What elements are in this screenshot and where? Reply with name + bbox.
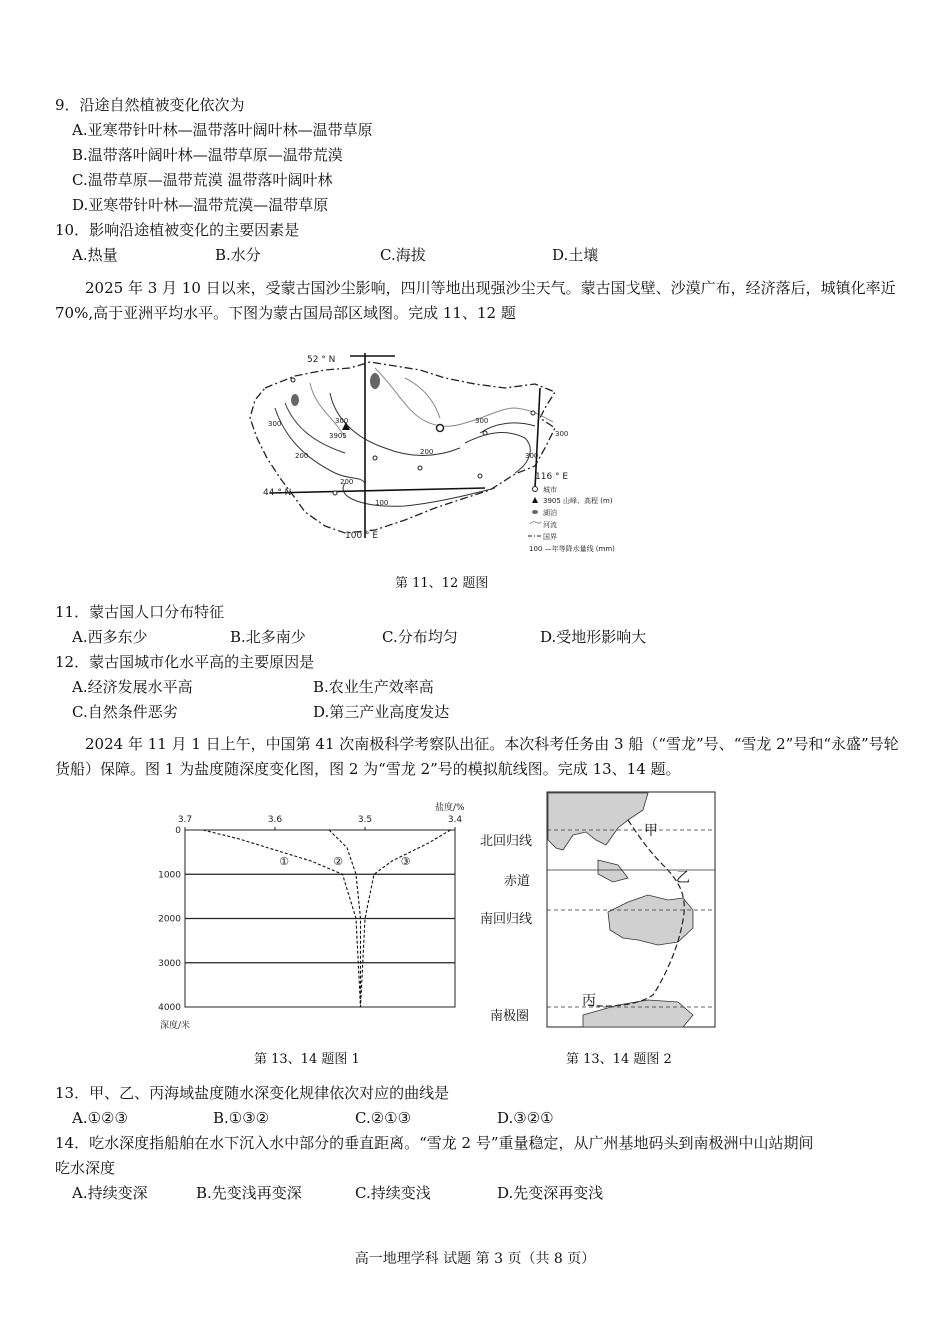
q12-option-b: B.农业生产效率高 bbox=[313, 678, 434, 696]
point-yi: 乙 bbox=[676, 870, 690, 886]
salinity-chart bbox=[150, 800, 480, 1035]
q10-stem: 10．影响沿途植被变化的主要因素是 bbox=[55, 221, 300, 239]
isoline-label: 300 bbox=[555, 430, 569, 438]
page-footer: 高一地理学科 试题 第 3 页（共 8 页） bbox=[354, 1251, 596, 1267]
isoline-label: 200 bbox=[420, 448, 434, 456]
peak-elevation: 3905 bbox=[329, 432, 347, 440]
legend-peak: 3905 山峰、高程 (m) bbox=[543, 497, 613, 505]
equator-label: 赤道 bbox=[504, 874, 531, 889]
intro-11-12: 2025 年 3 月 10 日以来，受蒙古国沙尘影响，四川等地出现强沙尘天气。蒙古国戈壁、沙漠广布，经济落后，城镇化率近 70%,高于亚洲平均水平。下图为蒙古国局部区域图。完成 11、12 题 bbox=[55, 279, 896, 322]
route-map-caption: 第 13、14 题图 2 bbox=[566, 1052, 672, 1067]
chart-caption: 第 13、14 题图 1 bbox=[254, 1052, 360, 1067]
isoline-label: 300 bbox=[525, 452, 539, 460]
y-tick-label: 0 bbox=[175, 826, 181, 836]
q13-option-c: C.②①③ bbox=[355, 1109, 412, 1127]
q10-option-b: B.水分 bbox=[215, 246, 261, 264]
isoline-label: 300 bbox=[475, 417, 489, 425]
q13-stem: 13．甲、乙、丙海域盐度随水深变化规律依次对应的曲线是 bbox=[55, 1084, 450, 1102]
q12-stem: 12．蒙古国城市化水平高的主要原因是 bbox=[55, 653, 315, 671]
graticule bbox=[270, 353, 540, 538]
lon-left-label: 100 ° E bbox=[345, 531, 379, 541]
y-tick-label: 1000 bbox=[158, 870, 181, 881]
legend-border: 国界 bbox=[543, 533, 557, 541]
q11-option-a: A.西多东少 bbox=[72, 628, 148, 646]
map-border bbox=[250, 362, 555, 533]
q14-option-a: A.持续变深 bbox=[72, 1184, 148, 1202]
q14-option-c: C.持续变浅 bbox=[355, 1184, 431, 1202]
q14-option-d: D.先变深再变浅 bbox=[497, 1184, 604, 1202]
series-label-2: ② bbox=[333, 854, 343, 868]
chart-x-title: 盐度/% bbox=[435, 803, 465, 813]
lakes bbox=[291, 373, 380, 406]
point-jia: 甲 bbox=[644, 823, 658, 839]
q9-option-d: D.亚寒带针叶林—温带荒漠—温带草原 bbox=[72, 196, 329, 214]
q13-option-b: B.①③② bbox=[213, 1109, 270, 1127]
y-tick-label: 2000 bbox=[158, 914, 181, 925]
cities bbox=[291, 378, 535, 495]
isoline-label: 200 bbox=[295, 452, 309, 460]
q12-option-d: D.第三产业高度发达 bbox=[313, 703, 450, 721]
isoline-label: 300 bbox=[268, 420, 282, 428]
q11-option-d: D.受地形影响大 bbox=[540, 628, 647, 646]
legend-isohyet: 100 —年等降水量线 (mm) bbox=[529, 545, 615, 553]
q12-option-c: C.自然条件恶劣 bbox=[72, 703, 178, 721]
q11-option-b: B.北多南少 bbox=[230, 628, 306, 646]
map-mongolia-caption: 第 11、12 题图 bbox=[395, 576, 489, 591]
lat-bottom-label: 44 ° N bbox=[263, 488, 292, 498]
q10-option-c: C.海拔 bbox=[380, 246, 426, 264]
q14-option-b: B.先变浅再变深 bbox=[196, 1184, 302, 1202]
tropic-capricorn-label: 南回归线 bbox=[480, 912, 533, 927]
q12-option-a: A.经济发展水平高 bbox=[72, 678, 193, 696]
series-label-3: ③ bbox=[400, 854, 411, 868]
lon-right-label: 116 ° E bbox=[535, 472, 569, 482]
tropic-cancer-label: 北回归线 bbox=[480, 834, 533, 849]
q9-option-c: C.温带草原—温带荒漠 温带落叶阔叶林 bbox=[72, 171, 333, 189]
intro-13-14: 2024 年 11 月 1 日上午，中国第 41 次南极科学考察队出征。本次科考任务由 3 船（“雪龙”号、“雪龙 2”号和“永盛”号轮货船）保障。图 1 为盐度随深度变化图，图 2 为“雪龙 2”号的模拟航线图。完成 13、14 题。 bbox=[55, 735, 899, 778]
q9-stem: 9．沿途自然植被变化依次为 bbox=[55, 96, 245, 114]
antarctic-circle-label: 南极圈 bbox=[490, 1009, 530, 1024]
lat-top-label: 52 ° N bbox=[307, 355, 336, 365]
q9-option-a: A.亚寒带针叶林—温带落叶阔叶林—温带草原 bbox=[72, 121, 373, 139]
mongolia-map bbox=[235, 348, 655, 568]
point-bing: 丙 bbox=[582, 993, 596, 1009]
isoline-label: 100 bbox=[375, 499, 389, 507]
y-tick-label: 3000 bbox=[158, 958, 181, 969]
q11-option-c: C.分布均匀 bbox=[382, 628, 458, 646]
q13-option-d: D.③②① bbox=[497, 1109, 554, 1127]
x-tick-label: 3.5 bbox=[357, 815, 373, 825]
series-label-1: ① bbox=[279, 854, 289, 868]
chart-y-title: 深度/米 bbox=[160, 1021, 191, 1031]
q14-stem-line1: 14．吃水深度指船舶在水下沉入水中部分的垂直距离。“雪龙 2 号”重量稳定，从广州基地码头到南极洲中山站期间 bbox=[55, 1134, 814, 1152]
legend-river: 河流 bbox=[543, 521, 557, 529]
y-tick-label: 4000 bbox=[158, 1003, 181, 1013]
q9-option-b: B.温带落叶阔叶林—温带草原—温带荒漠 bbox=[72, 146, 343, 164]
x-tick-label: 3.6 bbox=[267, 815, 283, 825]
q14-stem-line2: 吃水深度 bbox=[55, 1159, 116, 1177]
q11-stem: 11．蒙古国人口分布特征 bbox=[55, 603, 225, 621]
q10-option-a: A.热量 bbox=[72, 246, 118, 264]
x-tick-label: 3.7 bbox=[177, 815, 193, 825]
isoline-label: 300 bbox=[335, 417, 349, 425]
q10-option-d: D.土壤 bbox=[552, 246, 599, 264]
isoline-label: 200 bbox=[340, 478, 354, 486]
map-legend bbox=[528, 485, 615, 553]
x-tick-label: 3.4 bbox=[447, 815, 463, 825]
q13-option-a: A.①②③ bbox=[72, 1109, 128, 1127]
route-map bbox=[478, 790, 718, 1030]
legend-lake: 湖泊 bbox=[543, 509, 557, 517]
legend-city: 城市 bbox=[543, 486, 557, 494]
